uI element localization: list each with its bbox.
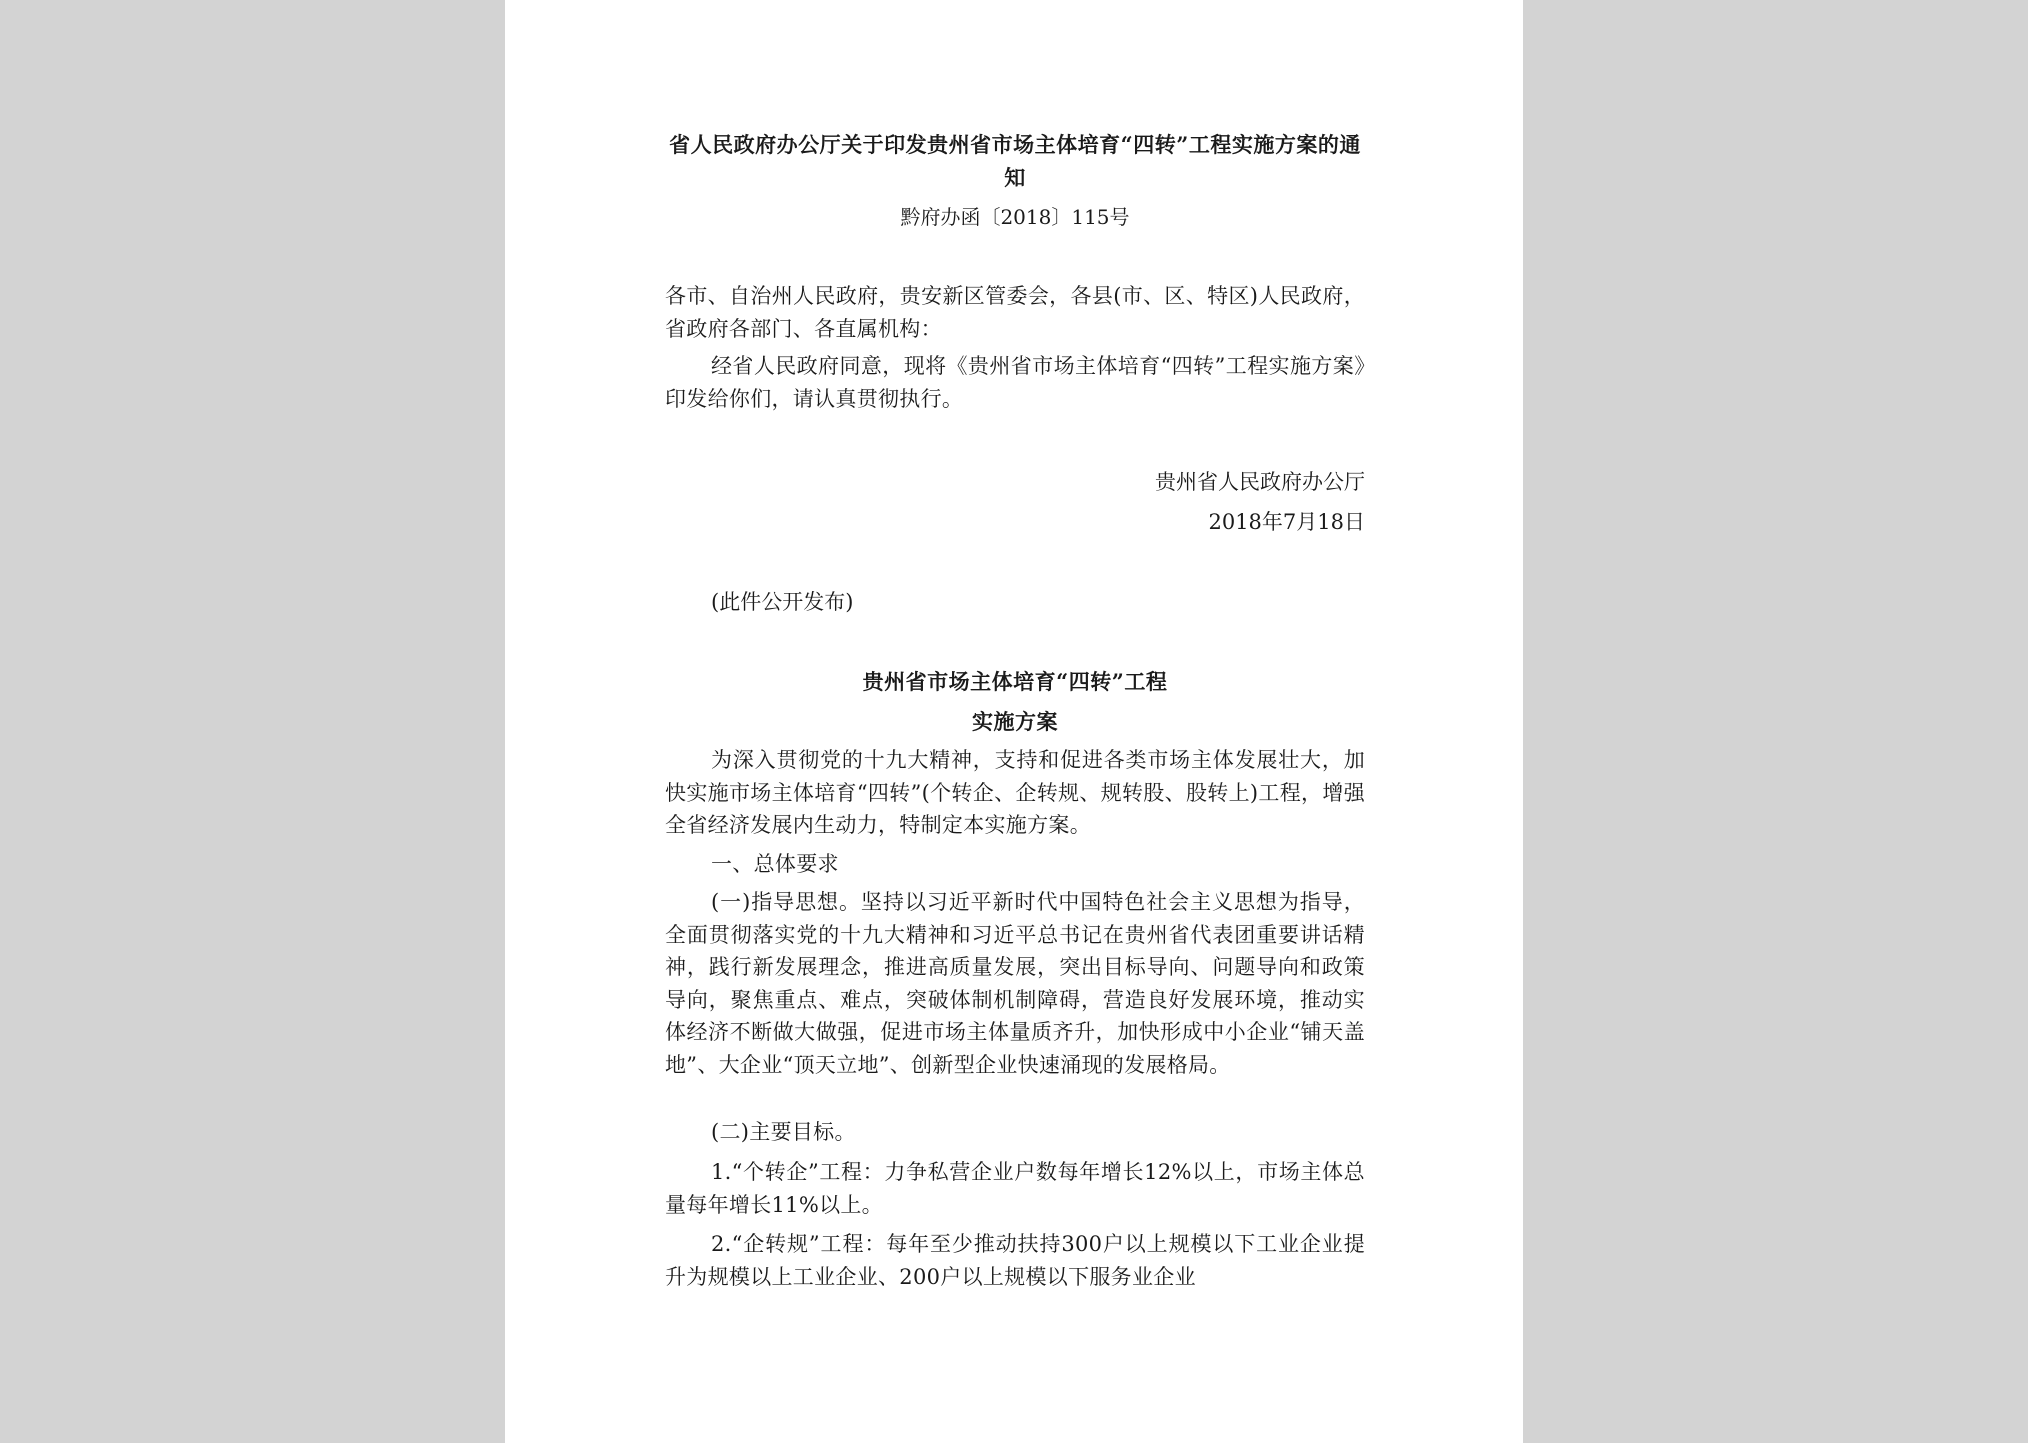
document-page — [505, 0, 1523, 1443]
public-release-note: (此件公开发布) — [711, 590, 854, 614]
main-goals-heading: (二)主要目标。 — [711, 1120, 856, 1144]
section-heading-general-requirements: 一、总体要求 — [711, 852, 839, 876]
goal-item-1: 1.“个转企”工程：力争私营企业户数每年增长12%以上，市场主体总量每年增长11%以上。 — [665, 1160, 1365, 1217]
signature-organization: 贵州省人民政府办公厅 — [1155, 470, 1365, 494]
notice-title: 省人民政府办公厅关于印发贵州省市场主体培育“四转”工程实施方案的通知 — [669, 132, 1361, 190]
plan-intro: 为深入贯彻党的十九大精神，支持和促进各类市场主体发展壮大，加快实施市场主体培育“四转”(个转企、企转规、规转股、股转上)工程，增强全省经济发展内生动力，特制定本实施方案。 — [665, 748, 1365, 837]
notice-body: 经省人民政府同意，现将《贵州省市场主体培育“四转”工程实施方案》印发给你们，请认真贯彻执行。 — [665, 354, 1365, 411]
plan-title-line2: 实施方案 — [972, 709, 1058, 734]
document-number: 黔府办函〔2018〕115号 — [900, 205, 1130, 229]
goal-item-2: 2.“企转规”工程：每年至少推动扶持300户以上规模以下工业企业提升为规模以上工业企业、200户以上规模以下服务业企业 — [665, 1232, 1365, 1289]
plan-title-line1: 贵州省市场主体培育“四转”工程 — [862, 669, 1168, 694]
guiding-thought: (一)指导思想。坚持以习近平新时代中国特色社会主义思想为指导，全面贯彻落实党的十九大精神和习近平总书记在贵州省代表团重要讲话精神，践行新发展理念，推进高质量发展，突出目标导向、问题导向和政策导向，聚焦重点、难点，突破体制机制障碍，营造良好发展环境，推动实体经济不断做大做强，促进市场主体量质齐升，加快形成中小企业“铺天盖地”、大企业“顶天立地”、创新型企业快速涌现的发展格局。 — [665, 890, 1365, 1077]
signature-date: 2018年7月18日 — [1208, 510, 1365, 534]
addressees: 各市、自治州人民政府，贵安新区管委会，各县(市、区、特区)人民政府，省政府各部门、各直属机构： — [665, 284, 1365, 341]
